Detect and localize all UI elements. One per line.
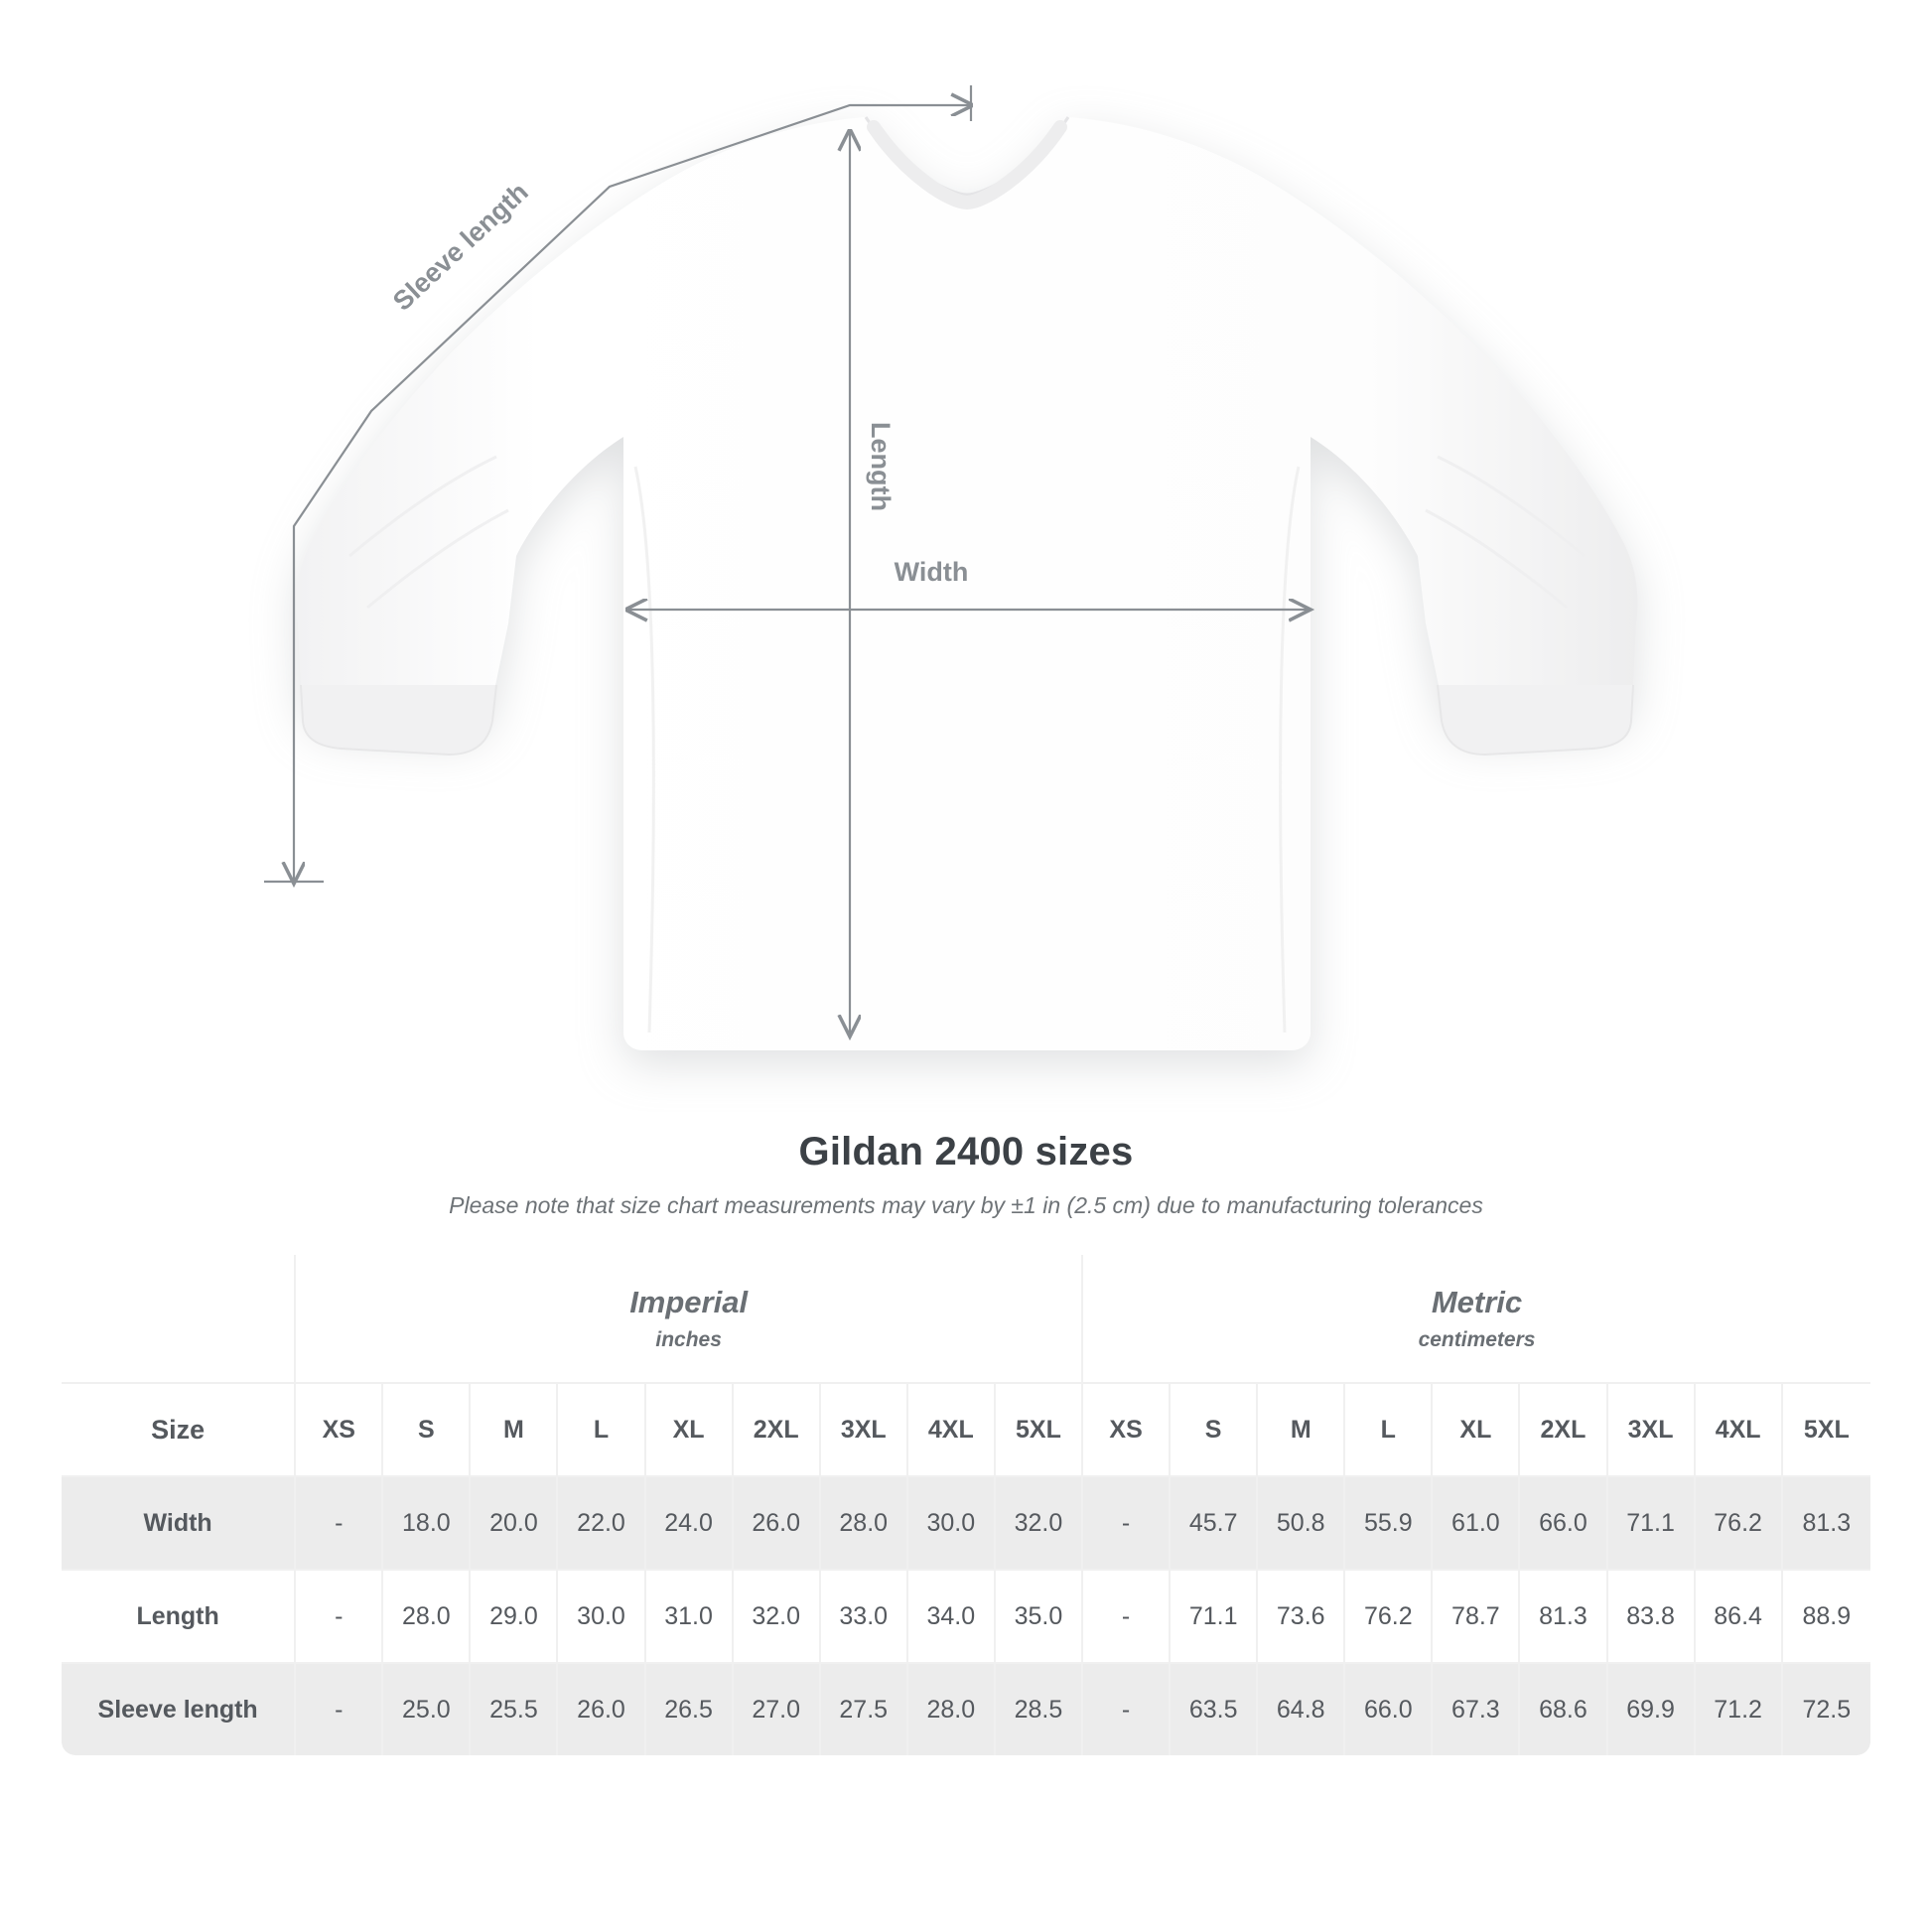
size-table-wrap — [62, 1255, 1870, 1755]
cell-width-xs-in: - — [296, 1477, 383, 1571]
table-row — [62, 1664, 1870, 1755]
cell-length-2xl-cm: 81.3 — [1520, 1571, 1607, 1664]
cell-length-xs-in: - — [296, 1571, 383, 1664]
cell-sleeve-2xl-in: 27.0 — [734, 1664, 821, 1755]
cell-width-s-in: 18.0 — [383, 1477, 471, 1571]
cell-sleeve-4xl-cm: 71.2 — [1696, 1664, 1783, 1755]
cell-sleeve-l-cm: 66.0 — [1345, 1664, 1433, 1755]
cell-length-4xl-in: 34.0 — [908, 1571, 996, 1664]
cell-length-4xl-cm: 86.4 — [1696, 1571, 1783, 1664]
cell-width-xs-cm: - — [1083, 1477, 1171, 1571]
cell-width-4xl-in: 30.0 — [908, 1477, 996, 1571]
unit-group-imperial-sub: inches — [655, 1328, 722, 1351]
cell-length-s-cm: 71.1 — [1171, 1571, 1258, 1664]
unit-group-metric-name: Metric — [1431, 1285, 1523, 1319]
cell-width-4xl-cm: 76.2 — [1696, 1477, 1783, 1571]
size-col-m-imperial: M — [471, 1384, 558, 1477]
size-col-3xl-imperial: 3XL — [821, 1384, 908, 1477]
size-col-s-imperial: S — [383, 1384, 471, 1477]
cell-sleeve-5xl-cm: 72.5 — [1783, 1664, 1870, 1755]
page-title: Gildan 2400 sizes — [798, 1130, 1134, 1173]
cell-sleeve-s-cm: 63.5 — [1171, 1664, 1258, 1755]
unit-group-imperial-name: Imperial — [629, 1285, 749, 1319]
cell-sleeve-m-cm: 64.8 — [1258, 1664, 1345, 1755]
row-label-length: Length — [62, 1571, 296, 1664]
size-header-label: Size — [62, 1384, 296, 1477]
size-col-4xl-imperial: 4XL — [908, 1384, 996, 1477]
size-col-xl-imperial: XL — [646, 1384, 734, 1477]
cell-length-5xl-in: 35.0 — [996, 1571, 1083, 1664]
cell-sleeve-xs-cm: - — [1083, 1664, 1171, 1755]
cell-sleeve-xs-in: - — [296, 1664, 383, 1755]
cell-sleeve-3xl-cm: 69.9 — [1608, 1664, 1696, 1755]
cell-width-xl-cm: 61.0 — [1433, 1477, 1520, 1571]
cell-width-3xl-cm: 71.1 — [1608, 1477, 1696, 1571]
cell-width-3xl-in: 28.0 — [821, 1477, 908, 1571]
unit-group-metric — [1083, 1255, 1870, 1384]
size-col-2xl-metric: 2XL — [1520, 1384, 1607, 1477]
unit-group-metric-sub: centimeters — [1418, 1328, 1536, 1351]
cell-sleeve-s-in: 25.0 — [383, 1664, 471, 1755]
cell-length-s-in: 28.0 — [383, 1571, 471, 1664]
cell-length-m-cm: 73.6 — [1258, 1571, 1345, 1664]
cell-length-2xl-in: 32.0 — [734, 1571, 821, 1664]
cell-sleeve-4xl-in: 28.0 — [908, 1664, 996, 1755]
table-row — [62, 1477, 1870, 1571]
length-label: Length — [866, 422, 896, 511]
size-col-s-metric: S — [1171, 1384, 1258, 1477]
cell-sleeve-3xl-in: 27.5 — [821, 1664, 908, 1755]
unit-header-spacer — [62, 1255, 296, 1384]
cell-length-l-cm: 76.2 — [1345, 1571, 1433, 1664]
size-col-l-metric: L — [1345, 1384, 1433, 1477]
cell-length-3xl-cm: 83.8 — [1608, 1571, 1696, 1664]
row-label-width: Width — [62, 1477, 296, 1571]
size-col-4xl-metric: 4XL — [1696, 1384, 1783, 1477]
size-col-m-metric: M — [1258, 1384, 1345, 1477]
size-col-3xl-metric: 3XL — [1608, 1384, 1696, 1477]
cell-width-xl-in: 24.0 — [646, 1477, 734, 1571]
cell-length-3xl-in: 33.0 — [821, 1571, 908, 1664]
unit-header-row — [62, 1255, 1870, 1384]
size-col-l-imperial: L — [558, 1384, 645, 1477]
width-label: Width — [894, 557, 969, 587]
size-col-xs-metric: XS — [1083, 1384, 1171, 1477]
cell-length-xl-in: 31.0 — [646, 1571, 734, 1664]
cell-width-5xl-in: 32.0 — [996, 1477, 1083, 1571]
cell-length-l-in: 30.0 — [558, 1571, 645, 1664]
cell-length-xl-cm: 78.7 — [1433, 1571, 1520, 1664]
cell-width-2xl-in: 26.0 — [734, 1477, 821, 1571]
size-col-2xl-imperial: 2XL — [734, 1384, 821, 1477]
cell-sleeve-5xl-in: 28.5 — [996, 1664, 1083, 1755]
cell-width-2xl-cm: 66.0 — [1520, 1477, 1607, 1571]
cell-width-l-in: 22.0 — [558, 1477, 645, 1571]
size-col-xs-imperial: XS — [296, 1384, 383, 1477]
size-table — [62, 1255, 1870, 1755]
title-block — [0, 1130, 1932, 1219]
size-header-row — [62, 1384, 1870, 1477]
cell-sleeve-2xl-cm: 68.6 — [1520, 1664, 1607, 1755]
cell-length-xs-cm: - — [1083, 1571, 1171, 1664]
cell-sleeve-xl-in: 26.5 — [646, 1664, 734, 1755]
page-subtitle: Please note that size chart measurements may vary by ±1 in (2.5 cm) due to manufacturing tolerances — [449, 1192, 1483, 1218]
cell-length-5xl-cm: 88.9 — [1783, 1571, 1870, 1664]
cell-width-5xl-cm: 81.3 — [1783, 1477, 1870, 1571]
cell-sleeve-m-in: 25.5 — [471, 1664, 558, 1755]
table-row — [62, 1571, 1870, 1664]
unit-group-imperial — [296, 1255, 1083, 1384]
row-label-sleeve-length: Sleeve length — [62, 1664, 296, 1755]
cell-width-m-cm: 50.8 — [1258, 1477, 1345, 1571]
cell-sleeve-xl-cm: 67.3 — [1433, 1664, 1520, 1755]
cell-width-m-in: 20.0 — [471, 1477, 558, 1571]
sleeve-length-label: Sleeve length — [386, 177, 534, 317]
size-col-xl-metric: XL — [1433, 1384, 1520, 1477]
size-col-5xl-imperial: 5XL — [996, 1384, 1083, 1477]
cell-width-s-cm: 45.7 — [1171, 1477, 1258, 1571]
cell-length-m-in: 29.0 — [471, 1571, 558, 1664]
size-col-5xl-metric: 5XL — [1783, 1384, 1870, 1477]
cell-sleeve-l-in: 26.0 — [558, 1664, 645, 1755]
cell-width-l-cm: 55.9 — [1345, 1477, 1433, 1571]
